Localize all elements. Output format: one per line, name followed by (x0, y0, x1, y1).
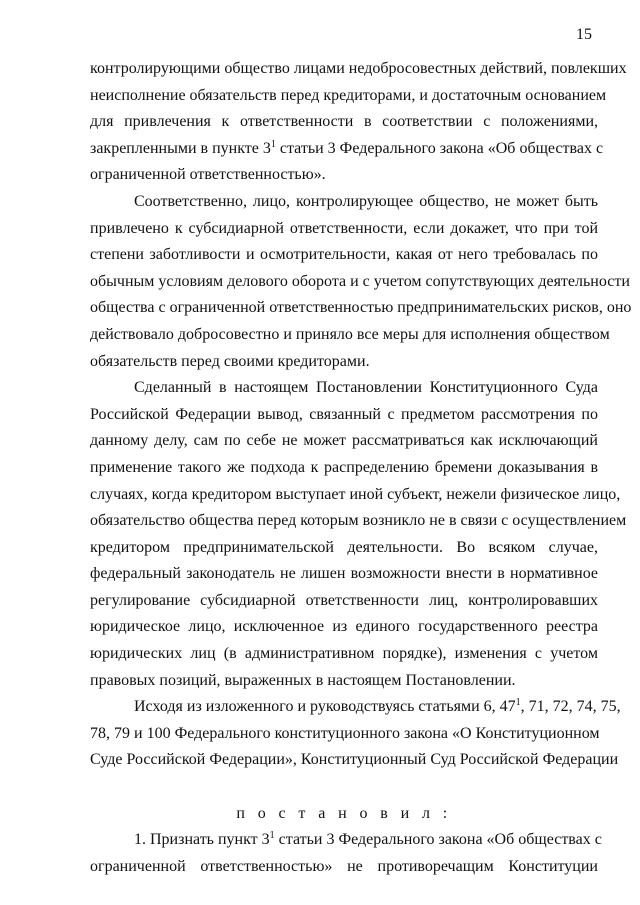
text-line: Соответственно, лицо, контролирующее общество, не может быть (134, 192, 598, 210)
text-line: обязательств перед своими кредиторами. (90, 352, 370, 370)
text-line: общества с ограниченной ответственностью предпринимательских рисков, оно (90, 299, 632, 317)
text-line: Исходя из изложенного и руководствуясь статьями 6, $47^1$, 71, 72, 74, 75, (134, 697, 621, 716)
text-line: обычным условиям делового оборота и с учетом сопутствующих деятельности (90, 272, 630, 290)
text-line: обязательство общества перед которым возникло не в связи с осуществлением (90, 512, 627, 530)
text-line: привлечено к субсидиарной ответственности, если докажет, что при той (90, 219, 598, 237)
superscript: 1 (269, 830, 275, 842)
text-line: юридических лиц (в административном порядке), изменения с учетом (90, 645, 598, 663)
text-line: случаях, когда кредитором выступает иной субъект, нежели физическое лицо, (90, 485, 621, 503)
text-line: кредитором предпринимательской деятельности. Во всяком случае, (90, 538, 598, 556)
text-line: правовых позиций, выраженных в настоящем Постановлении. (90, 671, 516, 689)
text-line: регулирование субсидиарной ответственности лиц, контролировавших (90, 591, 598, 609)
text-line: контролирующими общество лицами недобросовестных действий, повлекших (90, 60, 627, 77)
text-line: 1. Признать пункт $3^1$ статьи 3 Федерального закона «Об обществах с (134, 830, 602, 849)
text-line: применение такого же подхода к распределению бремени доказывания в (90, 458, 598, 476)
superscript: 1 (270, 138, 276, 150)
text-line: неисполнение обязательств перед кредиторами, и достаточным основанием (90, 86, 607, 104)
page-number: 15 (576, 26, 592, 43)
text-line: закрепленными в пункте $3^1$ статьи 3 Федерального закона «Об обществах с (90, 138, 604, 157)
document-body (90, 56, 632, 880)
text-line: степени заботливости и осмотрительности, какая от него требовалась по (90, 246, 598, 264)
text-line: Российской Федерации вывод, связанный с предметом рассмотрения по (90, 405, 598, 423)
blank-line (90, 774, 598, 801)
text-line: ограниченной ответственностью» не противоречащим Конституции (90, 857, 598, 875)
text-line: федеральный законодатель не лишен возможности внести в нормативное (90, 565, 598, 583)
text-line: юридическое лицо, исключенное из единого государственного реестра (90, 618, 598, 636)
superscript: 1 (515, 697, 521, 709)
text-line: данному делу, сам по себе не может рассматриваться как исключающий (90, 432, 598, 450)
text-line: ограниченной ответственностью». (90, 166, 326, 184)
text-line: действовало добросовестно и приняло все меры для исполнения обществом (90, 325, 610, 343)
resolution-heading: п о с т а н о в и л : (236, 804, 452, 822)
text-line: Суде Российской Федерации», Конституционный Суд Российской Федерации (90, 751, 619, 769)
text-line: Сделанный в настоящем Постановлении Конституционного Суда (134, 379, 598, 397)
text-line: 78, 79 и 100 Федерального конституционного закона «О Конституционном (90, 724, 600, 742)
text-line: для привлечения к ответственности в соответствии с положениями, (90, 113, 598, 131)
